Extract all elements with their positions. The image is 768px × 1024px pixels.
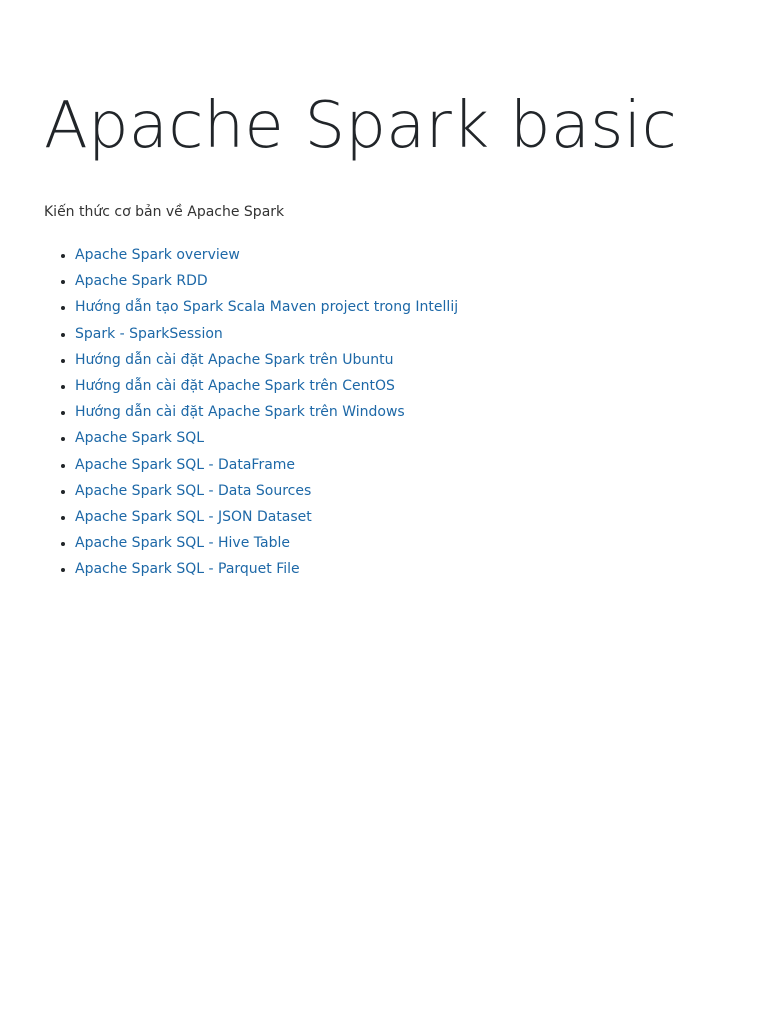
list-item (75, 268, 724, 294)
list-item (75, 504, 724, 530)
list-item (75, 425, 724, 451)
list-item (75, 347, 724, 373)
link-install-spark-centos[interactable]: Hướng dẫn cài đặt Apache Spark trên CentOS (75, 378, 395, 395)
link-spark-sql-parquet-file[interactable]: Apache Spark SQL - Parquet File (75, 561, 300, 578)
list-item (75, 452, 724, 478)
link-spark-sql-hive-table[interactable]: Apache Spark SQL - Hive Table (75, 535, 290, 552)
link-apache-spark-rdd[interactable]: Apache Spark RDD (75, 273, 208, 290)
link-spark-sql-data-sources[interactable]: Apache Spark SQL - Data Sources (75, 482, 312, 499)
list-item (75, 373, 724, 399)
link-apache-spark-overview[interactable]: Apache Spark overview (75, 247, 240, 263)
link-install-spark-windows[interactable]: Hướng dẫn cài đặt Apache Spark trên Windows (75, 404, 405, 421)
list-item (75, 478, 724, 504)
link-spark-sql[interactable]: Apache Spark SQL (75, 430, 205, 447)
link-spark-sql-dataframe[interactable]: Apache Spark SQL - DataFrame (75, 456, 296, 473)
list-item (75, 399, 724, 425)
list-item (75, 556, 724, 582)
link-spark-scala-maven-intellij[interactable]: Hướng dẫn tạo Spark Scala Maven project trong Intellij (75, 299, 459, 316)
link-spark-sparksession[interactable]: Spark - SparkSession (75, 325, 223, 342)
link-install-spark-ubuntu[interactable]: Hướng dẫn cài đặt Apache Spark trên Ubuntu (75, 351, 394, 368)
list-item (75, 530, 724, 556)
page-title: Apache Spark basic (44, 89, 678, 163)
list-item (75, 321, 724, 347)
page-subtitle: Kiến thức cơ bản về Apache Spark (44, 204, 285, 220)
article-link-list (44, 242, 724, 583)
list-item (75, 294, 724, 320)
list-item (75, 242, 724, 268)
link-spark-sql-json-dataset[interactable]: Apache Spark SQL - JSON Dataset (75, 509, 312, 526)
